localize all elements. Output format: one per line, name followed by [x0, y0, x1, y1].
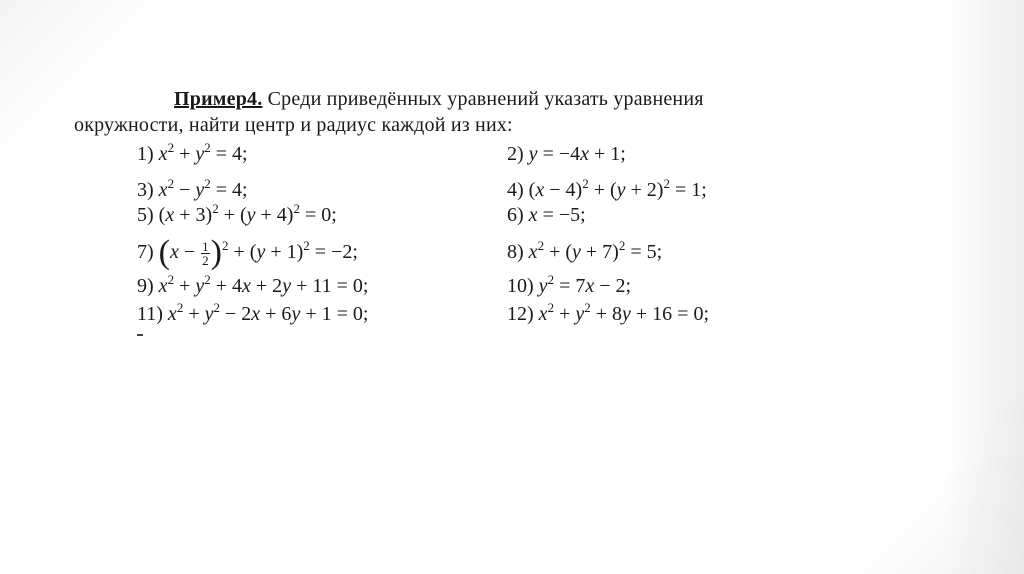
equation-11: [137, 302, 368, 326]
equation-number: 4): [507, 179, 524, 201]
equation-4: [507, 178, 707, 202]
equation-8: [507, 240, 662, 264]
equation-number: 9): [137, 275, 154, 297]
equation-6: [507, 203, 586, 227]
equation-expr: y = −4x + 1;: [528, 143, 626, 165]
equation-1: [137, 142, 248, 166]
equation-10: [507, 274, 631, 298]
equation-expr: (x − $\frac{1}{2}$ )$^2 + (y + 1)^2 = -2$;: [158, 234, 358, 272]
problem-heading: [74, 86, 834, 138]
equation-expr: $(x - 4)^2 + (y + 2)^2 = 1$;: [528, 176, 707, 201]
equation-2: [507, 142, 626, 166]
heading-line-1: [74, 86, 834, 112]
equation-expr: $x^2 + y^2 + 8y + 16 = 0$;: [538, 300, 710, 325]
equation-expr: $x^2 + y^2 - 2x + 6y + 1 = 0$;: [167, 300, 369, 325]
equation-5: [137, 203, 337, 227]
equation-expr: $x^2 - y^2 = 4$;: [158, 176, 248, 201]
equation-7: [137, 234, 358, 272]
example-label: Пример4.: [174, 88, 263, 110]
equation-3: [137, 178, 248, 202]
heading-text-1: Среди приведённых уравнений указать уравнения: [262, 88, 704, 110]
equation-12: [507, 302, 709, 326]
heading-line-2: окружности, найти центр и радиус каждой из них:: [74, 114, 513, 136]
equation-9: [137, 274, 368, 298]
equation-expr: x = −5;: [528, 204, 586, 226]
equation-number: 8): [507, 241, 524, 263]
equation-number: 1): [137, 143, 154, 165]
equation-number: 10): [507, 275, 534, 297]
equation-number: 5): [137, 204, 154, 226]
stray-mark: [137, 334, 143, 336]
equation-number: 2): [507, 143, 524, 165]
equation-expr: $x^2 + y^2 = 4$;: [158, 140, 248, 165]
equation-number: 3): [137, 179, 154, 201]
equation-expr: $(x + 3)^2 + (y + 4)^2 = 0$;: [158, 201, 337, 226]
equation-expr: $x^2 + y^2 + 4x + 2y + 11 = 0$;: [158, 272, 369, 297]
slide-edge-shadow: [944, 0, 1024, 574]
equation-number: 11): [137, 303, 163, 325]
equation-number: 7): [137, 241, 154, 264]
equation-number: 12): [507, 303, 534, 325]
equation-expr: $y^2 = 7x - 2$;: [538, 272, 632, 297]
equation-expr: $x^2 + (y + 7)^2 = 5$;: [528, 238, 663, 263]
equation-number: 6): [507, 204, 524, 226]
